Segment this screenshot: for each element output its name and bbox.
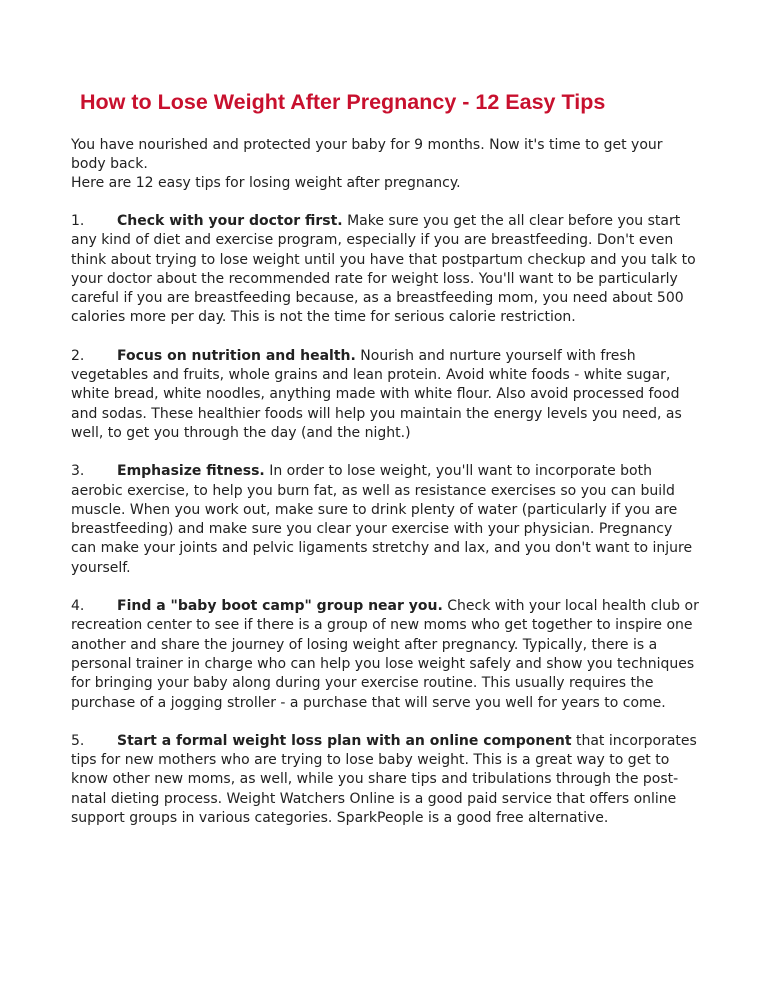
tip-number: 2.: [71, 347, 85, 364]
tip-5: [71, 732, 701, 828]
tip-body: Check with your local health club or recreation center to see if there is a group of new moms who get together to inspire one another and share the journey of losing weight after pregnancy. Typically, there is a personal trainer in charge who can help you lose weight safely and show you techniques for bringing your baby along during your exercise routine. This usually requires the purchase of a jogging stroller - a purchase that will serve you well for years to come.: [71, 598, 699, 711]
tip-number: 1.: [71, 213, 85, 229]
tip-body: Make sure you get the all clear before you start any kind of diet and exercise program, especially if you are breastfeeding. Don't even think about trying to lose weight until you have that postpartum checkup and you talk to your doctor about the recommended rate for weight loss. You'll want to be particularly careful if you are breastfeeding because, as a breastfeeding mom, you need about 500 calories more per day. This is not the time for serious calorie restriction.: [71, 213, 696, 326]
tip-body: that incorporates tips for new mothers who are trying to lose baby weight. This is a great way to get to know other new moms, as well, while you share tips and tribulations through the post-natal dieting process. Weight Watchers Online is a good paid service that offers online support groups in various categories. SparkPeople is a good free alternative.: [71, 732, 697, 827]
tip-number: 5.: [71, 732, 85, 749]
document-page: [71, 88, 701, 828]
tip-number: 3.: [71, 463, 85, 480]
document-title: How to Lose Weight After Pregnancy - 12 Easy Tips: [80, 90, 606, 114]
intro-paragraph: Here are 12 easy tips for losing weight after pregnancy.: [71, 175, 461, 191]
tip-1: [71, 212, 701, 328]
tip-heading: Emphasize fitness.: [117, 463, 265, 480]
tip-heading: Focus on nutrition and health.: [117, 347, 356, 364]
intro-paragraph: You have nourished and protected your baby for 9 months. Now it's time to get your body back.: [71, 137, 663, 172]
tip-3: [71, 462, 701, 578]
tip-number: 4.: [71, 598, 85, 615]
tip-2: [71, 347, 701, 443]
tip-heading: Start a formal weight loss plan with an online component: [117, 732, 572, 749]
intro: [71, 136, 701, 193]
tip-body: In order to lose weight, you'll want to incorporate both aerobic exercise, to help you burn fat, as well as resistance exercises so you can build muscle. When you work out, make sure to drink plenty of water (particularly if you are breastfeeding) and make sure you clear your exercise with your physician. Pregnancy can make your joints and pelvic ligaments stretchy and lax, and you don't want to injure yourself.: [71, 463, 693, 576]
tip-4: [71, 597, 701, 713]
tip-body: Nourish and nurture yourself with fresh vegetables and fruits, whole grains and lean protein. Avoid white foods - white sugar, white bread, white noodles, anything made with white flour. Also avoid processed food and sodas. These healthier foods will help you maintain the energy levels you need, as well, to get you through the day (and the night.): [71, 347, 682, 441]
tip-heading: Find a "baby boot camp" group near you.: [117, 598, 443, 615]
tip-heading: Check with your doctor first.: [117, 213, 343, 229]
